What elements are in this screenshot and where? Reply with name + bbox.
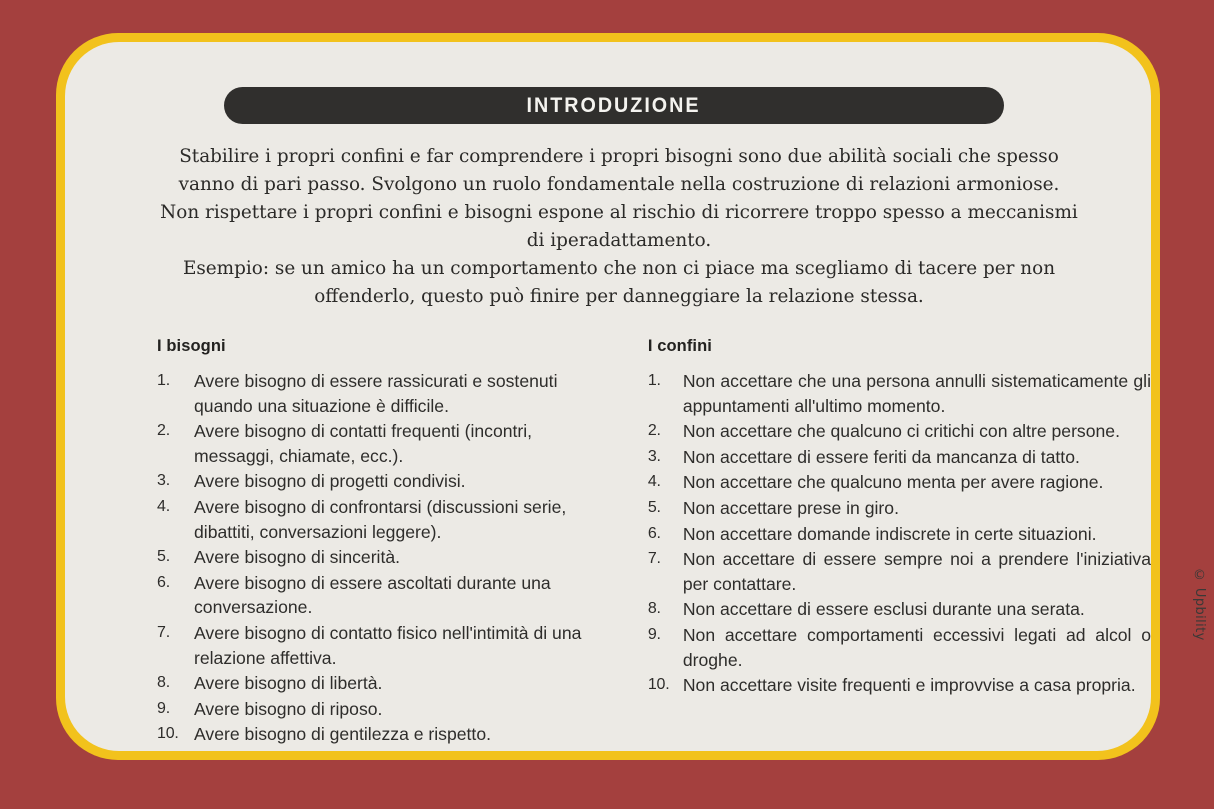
list-item-text: Avere bisogno di confrontarsi (discussioni serie, dibattiti, conversazioni leggere).: [194, 496, 567, 542]
list-item: [648, 522, 1151, 547]
list-item-number: 2.: [157, 422, 170, 440]
list-item-number: 7.: [157, 623, 170, 641]
list-item: [648, 623, 1151, 672]
list-item-text: Avere bisogno di sincerità.: [194, 547, 401, 568]
list-item: [157, 697, 611, 722]
list-item-text: Non accettare comportamenti eccessivi legati ad alcol o droghe.: [682, 624, 1151, 670]
list-item: [157, 495, 611, 544]
list-item-text: Avere bisogno di progetti condivisi.: [194, 471, 466, 492]
needs-list: [157, 369, 611, 747]
list-item-text: Avere bisogno di riposo.: [194, 698, 383, 719]
copyright-notice: © Upbility: [1192, 568, 1207, 641]
intro-paragraph: Stabilire i propri confini e far comprendere i propri bisogni sono due abilità sociali che spesso vanno di pari passo. Svolgono un ruolo fondamentale nella costruzione di relazioni armoniose.: [178, 146, 1060, 195]
list-item-text: Non accettare di essere esclusi durante una serata.: [682, 599, 1085, 620]
list-item-text: Non accettare prese in giro.: [682, 497, 899, 518]
card-frame: [56, 33, 1160, 760]
list-item: [157, 671, 611, 696]
list-item-number: 8.: [157, 674, 170, 692]
list-item-number: 1.: [647, 372, 661, 389]
list-item: [648, 597, 1151, 622]
list-item-text: Non accettare di essere feriti da mancanza di tatto.: [682, 446, 1080, 467]
list-item-number: 4.: [647, 473, 661, 491]
column-boundaries: [648, 337, 1151, 748]
intro-paragraph: Esempio: se un amico ha un comportamento che non ci piace ma scegliamo di tacere per non offenderlo, questo può finire per danneggiare la relazione stessa.: [182, 258, 1056, 307]
intro-paragraph: Non rispettare i propri confini e bisogni espone al rischio di ricorrere troppo spesso a meccanismi di iperadattamento.: [160, 202, 1078, 251]
list-item-text: Non accettare che qualcuno menta per avere ragione.: [682, 472, 1104, 493]
intro-text-block: [149, 143, 1089, 311]
list-item-number: 1.: [157, 372, 170, 389]
list-item: [157, 545, 611, 570]
list-item: [648, 419, 1151, 444]
list-item-number: 3.: [157, 472, 170, 490]
page-title: INTRODUZIONE: [527, 93, 701, 117]
list-item-number: 9.: [647, 625, 661, 643]
list-item-text: Non accettare di essere sempre noi a prendere l'iniziativa per contattare.: [682, 549, 1151, 594]
list-item-text: Avere bisogno di contatto fisico nell'intimità di una relazione affettiva.: [194, 622, 582, 668]
list-item-number: 6.: [157, 573, 170, 591]
columns-container: [65, 337, 1151, 748]
list-item: [648, 470, 1151, 495]
list-item-text: Non accettare che qualcuno ci critichi con altre persone.: [682, 421, 1120, 442]
list-item-number: 3.: [647, 447, 661, 465]
list-item: [157, 419, 611, 468]
list-item: [648, 496, 1151, 521]
title-banner: [224, 87, 1004, 124]
list-item-text: Avere bisogno di contatti frequenti (incontri, messaggi, chiamate, ecc.).: [194, 421, 533, 466]
list-item: [157, 469, 611, 494]
list-item-text: Non accettare visite frequenti e improvvise a casa propria.: [682, 675, 1136, 696]
column-needs: [157, 337, 611, 748]
list-item-text: Avere bisogno di libertà.: [194, 673, 383, 694]
column-heading-needs: I bisogni: [157, 337, 226, 355]
list-item: [648, 547, 1151, 596]
card-inner: [65, 42, 1151, 751]
list-item-number: 8.: [647, 600, 661, 618]
list-item: [157, 621, 611, 670]
list-item-text: Non accettare che una persona annulli sistematicamente gli appuntamenti all'ultimo momento.: [682, 371, 1151, 416]
list-item: [648, 369, 1151, 418]
list-item: [648, 445, 1151, 470]
list-item-number: 7.: [647, 550, 661, 568]
list-item-number: 9.: [157, 699, 170, 717]
list-item-text: Avere bisogno di essere ascoltati durante una conversazione.: [194, 572, 551, 618]
list-item-text: Non accettare domande indiscrete in certe situazioni.: [682, 523, 1097, 544]
list-item: [648, 673, 1151, 698]
list-item-number: 6.: [647, 524, 661, 542]
column-heading-boundaries: I confini: [647, 337, 712, 355]
boundaries-list: [648, 369, 1151, 698]
list-item-number: 2.: [647, 422, 661, 440]
list-item-text: Avere bisogno di gentilezza e rispetto.: [194, 724, 491, 745]
list-item-text: Avere bisogno di essere rassicurati e sostenuti quando una situazione è difficile.: [194, 371, 558, 416]
list-item-number: 4.: [157, 497, 170, 515]
list-item-number: 10.: [647, 676, 670, 694]
list-item: [157, 369, 611, 418]
list-item: [157, 722, 611, 747]
list-item: [157, 571, 611, 620]
list-item-number: 10.: [157, 725, 179, 743]
list-item-number: 5.: [647, 498, 661, 516]
list-item-number: 5.: [157, 548, 170, 566]
